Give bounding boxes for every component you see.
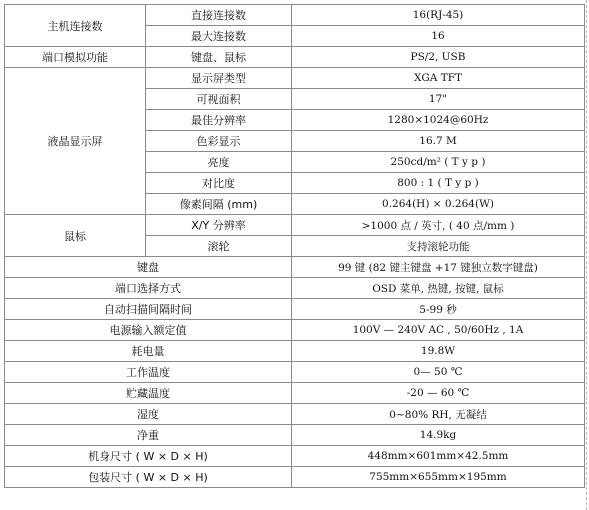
page-edge-guide <box>586 0 587 510</box>
spec-label: 端口选择方式 <box>5 278 292 299</box>
table-row <box>5 446 585 467</box>
table-row <box>5 383 585 404</box>
spec-value: 支持滚轮功能 <box>292 236 585 257</box>
group-label: 主机连接数 <box>5 5 146 47</box>
spec-label: 贮藏温度 <box>5 383 292 404</box>
table-row <box>5 47 585 68</box>
spec-value: 5-99 秒 <box>292 299 585 320</box>
spec-value: 16 <box>292 26 585 47</box>
table-row <box>5 68 585 89</box>
spec-value: 755mm×655mm×195mm <box>292 467 585 488</box>
group-label: 鼠标 <box>5 215 146 257</box>
spec-value: 0~80% RH, 无凝结 <box>292 404 585 425</box>
group-label: 端口模拟功能 <box>5 47 146 68</box>
spec-value: 0.264(H) × 0.264(W) <box>292 194 585 215</box>
spec-value: PS/2, USB <box>292 47 585 68</box>
spec-label: 湿度 <box>5 404 292 425</box>
spec-value: 800 : 1 ( T y p ) <box>292 173 585 194</box>
spec-label: 直接连接数 <box>146 5 292 26</box>
spec-value: -20 — 60 ℃ <box>292 383 585 404</box>
spec-label: 自动扫描间隔时间 <box>5 299 292 320</box>
table-row <box>5 362 585 383</box>
spec-value: 1280×1024@60Hz <box>292 110 585 131</box>
spec-label: 包装尺寸 ( W × D × H) <box>5 467 292 488</box>
table-row <box>5 257 585 278</box>
table-row <box>5 278 585 299</box>
spec-label: 电源输入额定值 <box>5 320 292 341</box>
spec-label: 滚轮 <box>146 236 292 257</box>
spec-value: 19.8W <box>292 341 585 362</box>
group-label: 液晶显示屏 <box>5 68 146 215</box>
table-row <box>5 299 585 320</box>
spec-value: 16(RJ-45) <box>292 5 585 26</box>
spec-label: 键盘 <box>5 257 292 278</box>
spec-label: 耗电量 <box>5 341 292 362</box>
spec-label: 净重 <box>5 425 292 446</box>
table-row <box>5 404 585 425</box>
spec-label: 机身尺寸 ( W × D × H) <box>5 446 292 467</box>
table-row <box>5 215 585 236</box>
spec-value: 250cd/m² ( T y p ) <box>292 152 585 173</box>
spec-label: 亮度 <box>146 152 292 173</box>
table-row <box>5 341 585 362</box>
spec-label: 最大连接数 <box>146 26 292 47</box>
spec-value: OSD 菜单, 热键, 按键, 鼠标 <box>292 278 585 299</box>
table-row <box>5 467 585 488</box>
spec-label: 键盘、鼠标 <box>146 47 292 68</box>
spec-label: 最佳分辨率 <box>146 110 292 131</box>
spec-value: 100V — 240V AC , 50/60Hz , 1A <box>292 320 585 341</box>
spec-label: 工作温度 <box>5 362 292 383</box>
spec-value: 14.9kg <box>292 425 585 446</box>
spec-label: 色彩显示 <box>146 131 292 152</box>
spec-label: 对比度 <box>146 173 292 194</box>
spec-value: 17" <box>292 89 585 110</box>
spec-table <box>4 4 585 488</box>
spec-label: 可视面积 <box>146 89 292 110</box>
table-row <box>5 425 585 446</box>
spec-label: 像素间隔 (mm) <box>146 194 292 215</box>
spec-value: 448mm×601mm×42.5mm <box>292 446 585 467</box>
spec-value: 16.7 M <box>292 131 585 152</box>
spec-label: 显示屏类型 <box>146 68 292 89</box>
spec-value: 99 键 (82 键主键盘 +17 键独立数字键盘) <box>292 257 585 278</box>
table-row <box>5 320 585 341</box>
spec-value: XGA TFT <box>292 68 585 89</box>
spec-label: X/Y 分辨率 <box>146 215 292 236</box>
spec-value: 0— 50 ℃ <box>292 362 585 383</box>
table-row <box>5 5 585 26</box>
spec-value: >1000 点 / 英寸, ( 40 点/mm ) <box>292 215 585 236</box>
